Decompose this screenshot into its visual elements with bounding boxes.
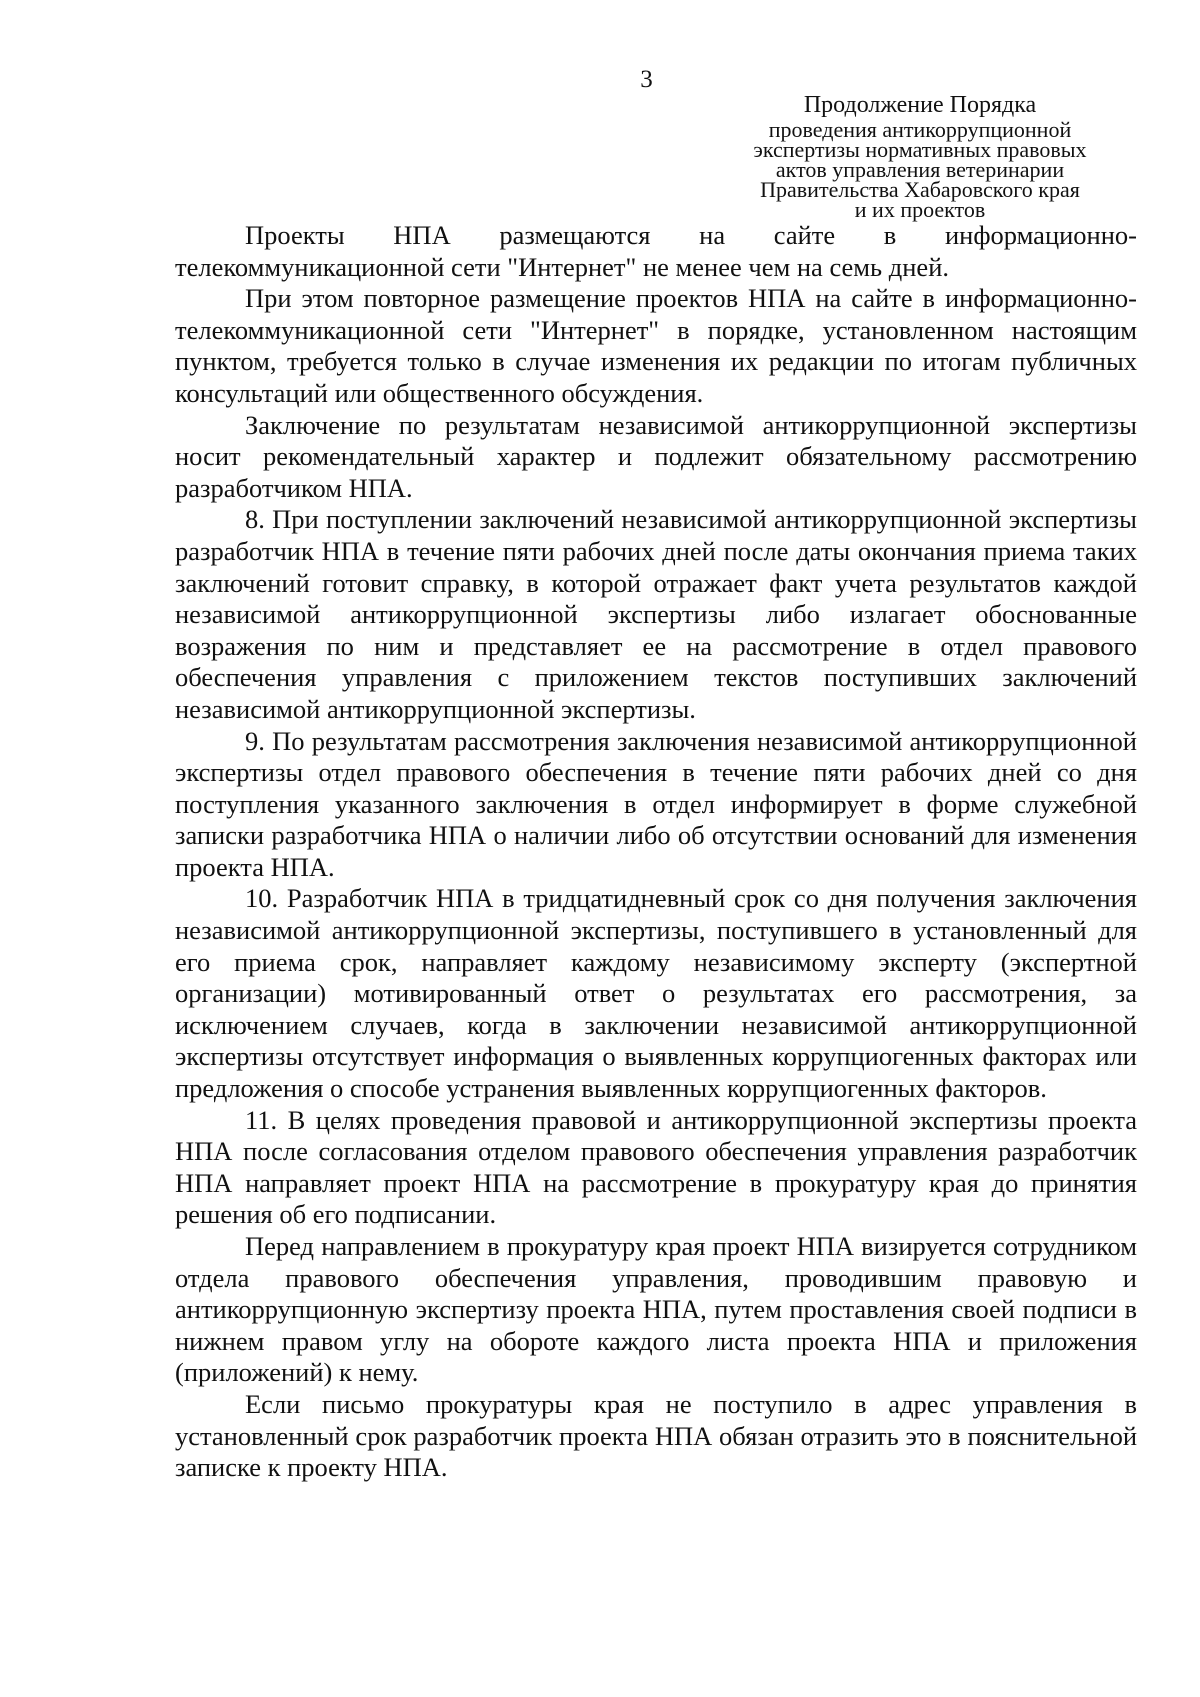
paragraph: Перед направлением в прокуратуру края проект НПА визируется сотрудником отдела правового обеспечения управления, проводившим правовую и антикоррупционную экспертизу проекта НПА, путем проставления своей подписи в нижнем правом углу на обороте каждого листа проекта НПА и приложения (приложений) к нему. [175, 1231, 1137, 1388]
header-line: Продолжение Порядка [803, 92, 1037, 118]
paragraph: Проекты НПА размещаются на сайте в информационно-телекоммуникационной сети "Интернет" не менее чем на семь дней. [175, 220, 1137, 282]
paragraph-item-10: 10. Разработчик НПА в тридцатидневный срок со дня получения заключения независимой антикоррупционной экспертизы, поступившего в установленный для его приема срок, направляет каждому независимому эксперту (экспертной организации) мотивированный ответ о результатах его рассмотрения, за исключением случаев, когда в заключении независимой антикоррупционной экспертизы отсутствует информация о выявленных коррупциогенных факторах или предложения о способе устранения выявленных коррупциогенных факторов. [175, 883, 1137, 1104]
paragraph: При этом повторное размещение проектов НПА на сайте в информационно-телекоммуникационной сети "Интернет" в порядке, установленном настоящим пунктом, требуется только в случае изменения их редакции по итогам публичных консультаций или общественного обсуждения. [175, 283, 1137, 408]
paragraph: Если письмо прокуратуры края не поступило в адрес управления в установленный срок разработчик проекта НПА обязан отразить это в пояснительной записке к проекту НПА. [175, 1388, 1137, 1483]
header-line: экспертизы нормативных правовых [753, 137, 1087, 162]
paragraph-item-11: 11. В целях проведения правовой и антикоррупционной экспертизы проекта НПА после согласования отделом правового обеспечения управления разработчик НПА направляет проект НПА на рассмотрение в прокуратуру края до принятия решения об его подписании. [175, 1104, 1137, 1230]
paragraph: Заключение по результатам независимой антикоррупционной экспертизы носит рекомендательный характер и подлежит обязательному рассмотрению разработчиком НПА. [175, 409, 1137, 503]
paragraph-item-8: 8. При поступлении заключений независимой антикоррупционной экспертизы разработчик НПА в течение пяти рабочих дней после даты окончания приема таких заключений готовит справку, в которой отражает факт учета результатов каждой независимой антикоррупционной экспертизы либо излагает обоснованные возражения по ним и представляет ее на рассмотрение в отдел правового обеспечения управления с приложением текстов поступивших заключений независимой антикоррупционной экспертизы. [175, 504, 1137, 724]
header-line: актов управления ветеринарии [775, 157, 1065, 182]
document-body [175, 220, 1137, 1484]
paragraph-item-9: 9. По результатам рассмотрения заключения независимой антикоррупционной экспертизы отдел правового обеспечения в течение пяти рабочих дней со дня поступления указанного заключения в отдел информирует в форме служебной записки разработчика НПА о наличии либо об отсутствии оснований для изменения проекта НПА. [175, 725, 1137, 882]
page-number: 3 [640, 66, 653, 93]
header-line: и их проектов [854, 197, 986, 222]
header-line: Правительства Хабаровского края [760, 177, 1080, 202]
document-header [700, 90, 1140, 220]
header-line: проведения антикоррупционной [768, 117, 1072, 142]
